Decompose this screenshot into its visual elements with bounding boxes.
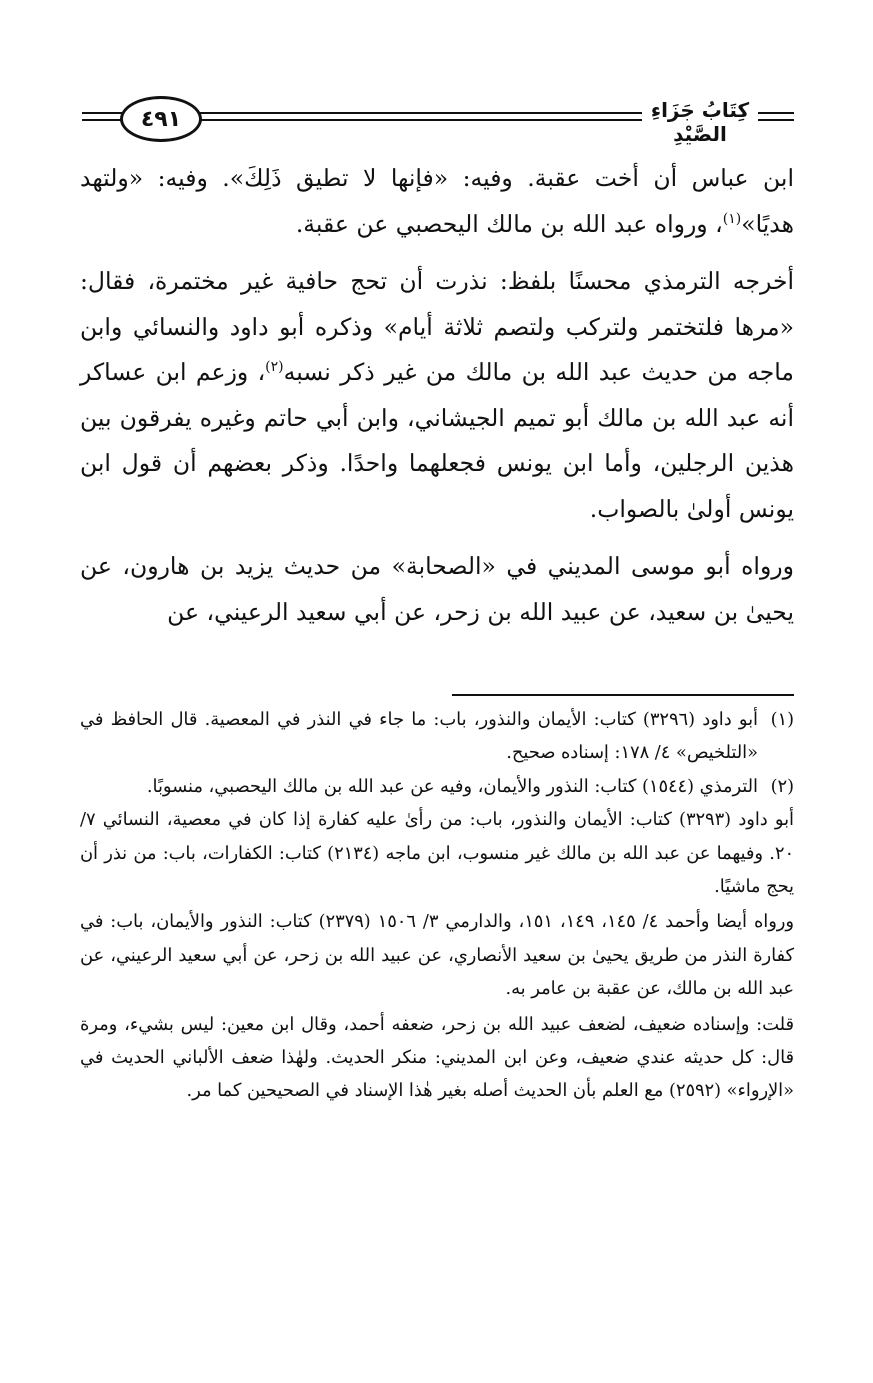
footnote-2-continued	[80, 803, 794, 1005]
header-rule-middle	[190, 112, 642, 121]
paragraph-text: ، وزعم ابن عساكر أنه عبد الله بن مالك أبو تميم الجيشاني، وابن أبي حاتم وغيره يفرقون بين هذين الرجلين، وأما ابن يونس فجعلهما واحدًا. وذكر بعضهم أن قول ابن يونس أولىٰ بالصواب.	[80, 358, 794, 523]
closing-note: قلت: وإسناده ضعيف، لضعف عبيد الله بن زحر، ضعفه أحمد، وقال ابن معين: ليس بشيء، ومرة قال: كل حديثه عندي ضعيف، وعن ابن المديني: منكر الحديث. ولهٰذا ضعف الألباني الحديث في «الإرواء» (٢٥٩٢) مع العلم بأن الحديث أصله بغير هٰذا الإسناد في الصحيحين كما مر.	[80, 1013, 794, 1102]
footnote-body	[80, 770, 758, 803]
main-paragraph-2	[80, 259, 794, 532]
footnote-line: أبو داود (٣٢٩٦) كتاب: الأيمان والنذور، باب: ما جاء في النذر في المعصية. قال الحافظ في «التلخيص» ٤/ ١٧٨: إسناده صحيح.	[80, 709, 758, 764]
paragraph-text: أخرجه الترمذي محسنًا بلفظ: نذرت أن تحج حافية غير مختمرة، فقال: «مرها فلتختمر ولتركب ولتصم ثلاثة أيام» وذكره أبو داود والنسائي وابن ماجه من حديث عبد الله بن مالك من غير ذكر نسبه	[80, 267, 794, 386]
footnote-body	[80, 703, 758, 770]
page-number: ٤٩١	[120, 96, 202, 142]
footnote-body	[80, 803, 794, 1005]
running-title: كِتَابُ جَزَاءِ الصَّيْدِ	[642, 98, 758, 146]
footnote-number: (٢)	[770, 775, 794, 797]
main-text	[80, 156, 794, 635]
footnote-1	[80, 703, 794, 770]
footnote-2	[80, 770, 794, 803]
main-paragraph-1	[80, 156, 794, 247]
page-header	[82, 92, 794, 144]
header-rule-right	[758, 112, 794, 121]
footnote-separator	[452, 694, 794, 696]
paragraph-text: ابن عباس أن أخت عقبة. وفيه: «فإنها لا تطيق ذَلِكَ». وفيه: «ولتهد هديًا»	[80, 164, 794, 238]
footnote-number: (١)	[770, 709, 794, 730]
footnote-line: ورواه أيضا وأحمد ٤/ ١٤٥، ١٤٩، ١٥١، والدارمي ٣/ ١٥٠٦ (٢٣٧٩) كتاب: النذور والأيمان، باب: في كفارة النذر من طريق يحيىٰ بن سعيد الأنصاري، عن عبيد الله بن زحر، عن أبي سعيد الرعيني، عن عبد الله بن مالك، عن عقبة بن عامر به.	[80, 911, 794, 1000]
footnote-line: أبو داود (٣٢٩٣) كتاب: الأيمان والنذور، باب: من رأىٰ عليه كفارة إذا كان في معصية، النسائي ٧/ ٢٠. وفيهما عن عبد الله بن مالك غير منسوب، ابن ماجه (٢١٣٤) كتاب: الكفارات، باب: من نذر أن يحج ماشيًا.	[80, 809, 794, 898]
paragraph-text: ، ورواه عبد الله بن مالك اليحصبي عن عقبة.	[295, 209, 723, 238]
footnote-line: الترمذي (١٥٤٤) كتاب: النذور والأيمان، وفيه عن عبد الله بن مالك اليحصبي، منسوبًا.	[146, 775, 758, 797]
footnote-ref-2: (٢)	[265, 359, 284, 376]
main-paragraph-3: ورواه أبو موسى المديني في «الصحابة» من حديث يزيد بن هارون، عن يحيىٰ بن سعيد، عن عبيد الله بن زحر، عن أبي سعيد الرعيني، عن	[80, 552, 794, 626]
footnote-ref-1: (١)	[722, 210, 742, 227]
footnotes	[80, 703, 794, 1108]
